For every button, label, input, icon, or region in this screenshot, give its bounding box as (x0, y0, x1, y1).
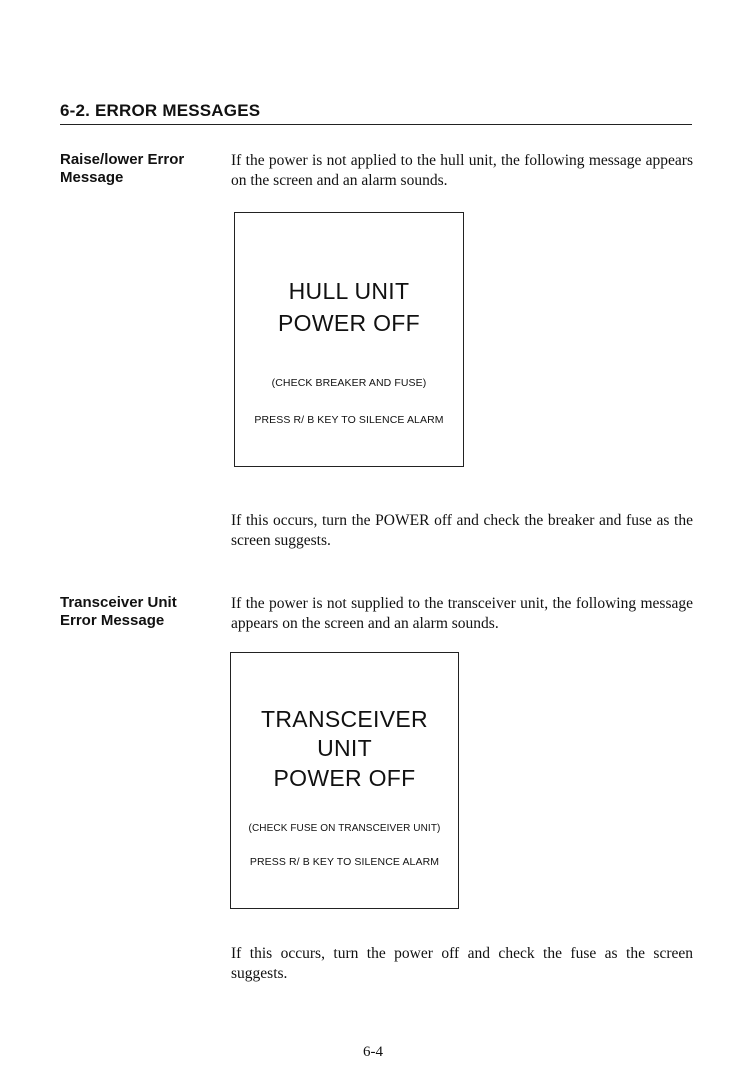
transceiver-heading-line2: Error Message (60, 612, 165, 629)
transceiver-screen-line2: UNIT (317, 735, 372, 761)
page-number: 6-4 (363, 1044, 383, 1060)
hull-screen-line2: POWER OFF (278, 310, 420, 336)
transceiver-unit-screen (230, 652, 459, 909)
transceiver-heading-line1: Transceiver Unit (60, 594, 177, 611)
transceiver-screen-line3: POWER OFF (273, 765, 416, 791)
hull-screen-alarm: PRESS R/ B KEY TO SILENCE ALARM (254, 414, 444, 426)
transceiver-intro: If the power is not supplied to the transceiver unit, the following message appears on the screen and an alarm sounds. (231, 595, 693, 632)
transceiver-screen-note: (CHECK FUSE ON TRANSCEIVER UNIT) (248, 823, 441, 834)
hull-screen-line1: HULL UNIT (288, 278, 410, 304)
transceiver-heading (60, 594, 177, 630)
section-divider (60, 124, 692, 125)
hull-unit-screen (234, 212, 464, 467)
transceiver-screen-alarm: PRESS R/ B KEY TO SILENCE ALARM (249, 856, 440, 868)
raise-lower-intro: If the power is not applied to the hull unit, the following message appears on the screen and an alarm sounds. (231, 152, 693, 189)
raise-lower-followup: If this occurs, turn the POWER off and check the breaker and fuse as the screen suggests. (231, 512, 693, 549)
transceiver-screen-line1: TRANSCEIVER (261, 706, 428, 732)
transceiver-followup: If this occurs, turn the power off and check the fuse as the screen suggests. (231, 945, 693, 982)
section-title: 6-2. ERROR MESSAGES (60, 101, 261, 120)
raise-lower-heading-line2: Message (60, 169, 124, 186)
raise-lower-heading-line1: Raise/lower Error (60, 151, 185, 168)
hull-screen-note: (CHECK BREAKER AND FUSE) (271, 377, 427, 389)
raise-lower-heading (60, 151, 184, 187)
